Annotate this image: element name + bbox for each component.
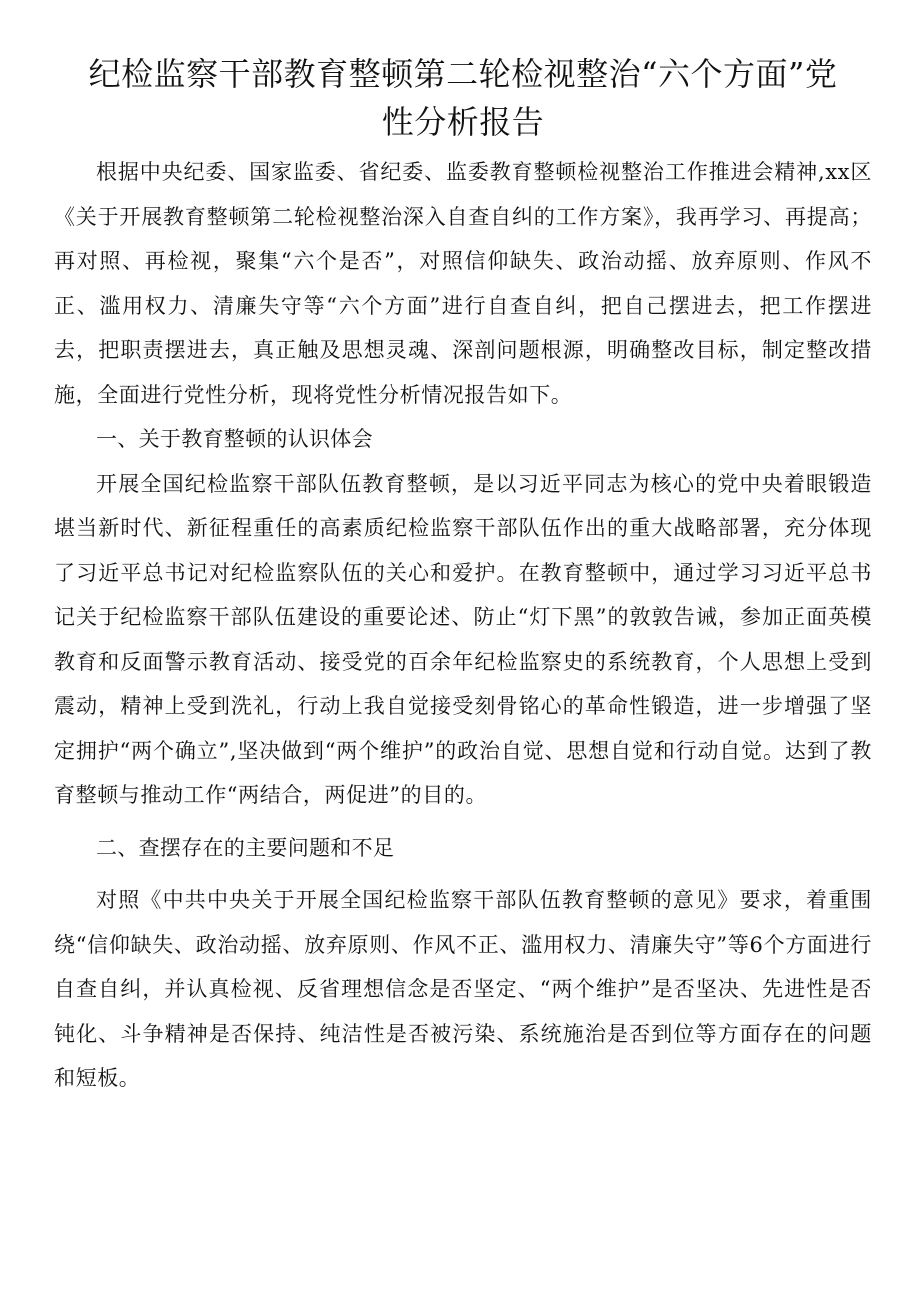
document-body (54, 150, 872, 1101)
section-heading-2: 二、查摆存在的主要问题和不足 (96, 835, 395, 860)
section-2-paragraph: 对照《中共中央关于开展全国纪检监察干部队伍教育整顿的意见》要求，着重围绕“信仰缺失、政治动摇、放弃原则、作风不正、滥用权力、清廉失守”等6个方面进行自查自纠，并认真检视、反省理想信念是否坚定、“两个维护”是否坚决、先进性是否钝化、斗争精神是否保持、纯洁性是否被污染、系统施治是否到位等方面存在的问题和短板。 (54, 888, 872, 1090)
section-1-paragraph: 开展全国纪检监察干部队伍教育整顿，是以习近平同志为核心的党中央着眼锻造堪当新时代、新征程重任的高素质纪检监察干部队伍作出的重大战略部署，充分体现了习近平总书记对纪检监察队伍的关心和爱护。在教育整顿中，通过学习习近平总书记关于纪检监察干部队伍建设的重要论述、防止“灯下黑”的敦敦告诫，参加正面英模教育和反面警示教育活动、接受党的百余年纪检监察史的系统教育，个人思想上受到震动，精神上受到洗礼，行动上我自觉接受刻骨铭心的革命性锻造，进一步增强了坚定拥护“两个确立”,坚决做到“两个维护”的政治自觉、思想自觉和行动自觉。达到了教育整顿与推动工作“两结合，两促进”的目的。 (54, 471, 872, 807)
document-title (54, 50, 872, 146)
section-heading-1: 一、关于教育整顿的认识体会 (96, 427, 373, 451)
document-page (54, 50, 872, 1101)
title-line-2: 性分析报告 (381, 103, 545, 141)
title-line-1: 纪检监察干部教育整顿第二轮检视整治“六个方面”党 (88, 55, 838, 93)
intro-paragraph: 根据中央纪委、国家监委、省纪委、监委教育整顿检视整治工作推进会精神,xx区《关于开展教育整顿第二轮检视整治深入自查自纠的工作方案》，我再学习、再提高；再对照、再检视，聚集“六个是否”，对照信仰缺失、政治动摇、放弃原则、作风不正、滥用权力、清廉失守等“六个方面”进行自查自纠，把自己摆进去，把工作摆进去，把职责摆进去，真正触及思想灵魂、深剖问题根源，明确整改目标，制定整改措施，全面进行党性分析，现将党性分析情况报告如下。 (54, 160, 872, 407)
